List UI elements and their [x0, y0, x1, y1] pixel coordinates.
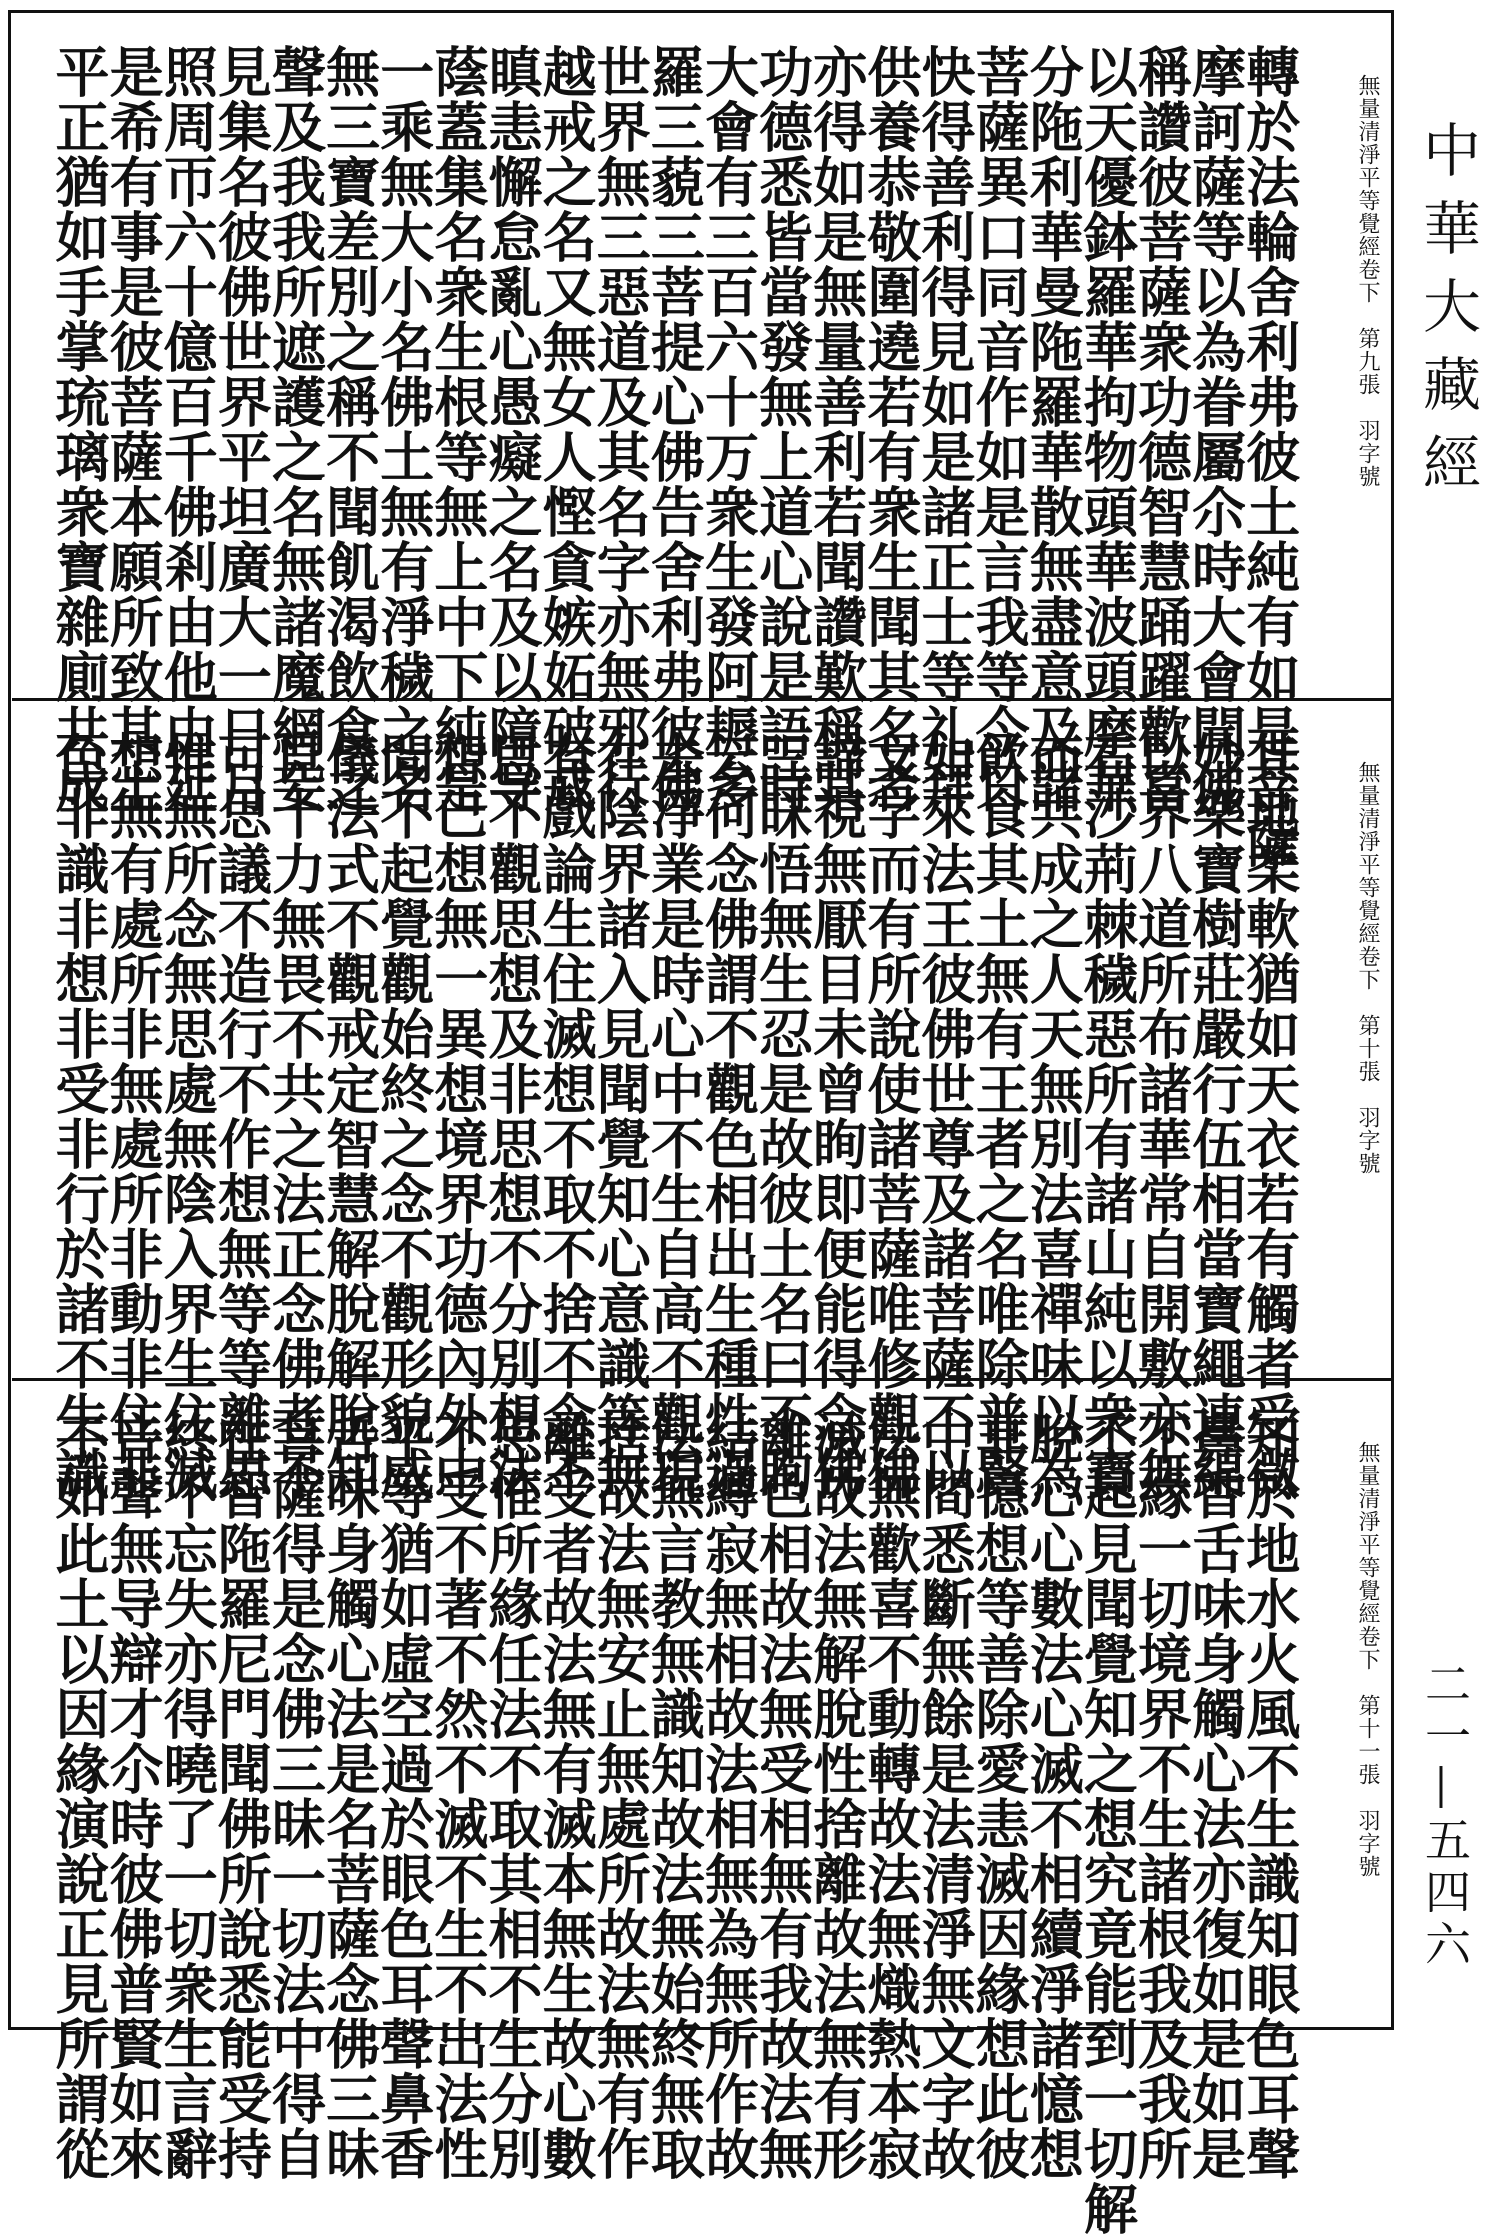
text-column: 惟無所念無思處無陰入界生住滅 — [155, 731, 220, 1501]
text-column: 菩薩得是念佛三昧一切法中得自 — [263, 1411, 328, 2181]
collection-title: 中華大藏經 — [1413, 120, 1481, 510]
panel-marker: 無量清淨平等覺經卷下 第十張 羽字號 — [1355, 761, 1380, 1175]
text-column: 越戒之名又無女人慳貪嫉妬破戒 — [534, 44, 599, 814]
text-column: 諦視無厭目未曾眴即便能得念佛 — [804, 731, 869, 1501]
text-column: 快得善利得見如是諸正士等礼拜 — [913, 44, 977, 814]
text-column: 亦得如是無量善利若聞讚歎稱其 — [804, 44, 869, 814]
text-column: 中間悉斷無餘是法清淨無文字故 — [913, 1411, 977, 2181]
text-column: 轉於法輪舍利弗彼土純有如是菩薩 — [1237, 44, 1302, 869]
text-column: 稱讚彼菩薩衆功德智慧踊躍歡喜 — [1129, 44, 1194, 814]
text-column: 一乘無大小名佛土無有淨穢之名 — [371, 44, 436, 814]
text-column: 法無言教無識知故法無始終無取 — [642, 1411, 707, 2181]
column-group — [47, 44, 1302, 869]
text-column: 蔭蓋集名衆生根等無上中下純是 — [425, 44, 490, 814]
text-panel-2 — [12, 698, 1392, 1501]
text-column: 不起見聞覺知之想究竟能到一切解 — [1075, 1411, 1140, 2236]
text-column: 石沙荊棘穢惡所有諸山純以衆寶 — [1075, 731, 1140, 1501]
text-column: 其地柔軟猶如天衣若有觸者受微 — [1237, 731, 1302, 1501]
text-column: 照周帀六十億百千佛剎由他由延 — [155, 44, 220, 814]
text-column: 是希有事是彼菩薩本願所致其土 — [101, 44, 166, 814]
text-column: 聲及我我所遮護之名無諸魔網妄 — [263, 44, 328, 814]
text-column: 以天優鉢羅華拘物頭華波頭摩華 — [1075, 44, 1140, 814]
text-column: 滅故法無解脫性捨離故法無有形 — [804, 1411, 869, 2181]
column-group — [47, 731, 1302, 1501]
text-column: 儀法式不觀戒定智慧解脫解脫知 — [317, 731, 382, 1501]
text-column: 色非識非想非受非行於諸不生識 — [47, 731, 111, 1501]
text-column: 摩訶薩等以為眷屬尒時大會聞佛 — [1183, 44, 1248, 814]
text-column: 想無有處所非無處所非動非住非 — [101, 731, 166, 1501]
text-column: 脫心心數法心滅不相續淨諸憶想 — [1021, 1411, 1086, 2181]
text-column: 法無歡喜不動轉故法無熾熱本寂 — [858, 1411, 923, 2181]
text-column: 想已想無一異想境界功德內外中 — [425, 731, 490, 1501]
text-column: 非憶想等善除愛恚滅因緣想此彼 — [967, 1411, 1032, 2181]
text-column: 妙樂寶樹莊嚴行伍相當寶繩連綿 — [1183, 731, 1248, 1501]
text-column: 不受不著不然不滅不生不出法性 — [425, 1411, 490, 2181]
text-column: 如來法王彼佛世尊及諸菩薩不以 — [913, 731, 977, 1501]
text-column: 世界無三惡道及其名字亦無邪行 — [588, 44, 653, 814]
text-column: 無三寶差別之稱不聞飢渴飲食之 — [317, 44, 382, 814]
text-column: 思惟所緣任法不取其相不生分別 — [480, 1411, 544, 2181]
text-column: 在陰界諸入見聞覺知心意識等無 — [588, 731, 653, 1501]
text-column: 羅三藐三菩提心佛告舍利弗彼佛 — [642, 44, 707, 814]
text-column: 離受者故法無有滅本無生故心數 — [534, 1411, 599, 2181]
text-column: 在智陁羅尼門聞佛所說悉能受持 — [209, 1411, 274, 2181]
text-column: 捨故法無安止無處所故法無有作 — [588, 1411, 653, 2181]
text-column: 思不觀思想及非思想不分別想法 — [480, 731, 544, 1501]
text-column: 見十力無畏不共之法正念佛者不 — [263, 731, 328, 1501]
text-column: 供養恭敬圍遶若有衆生聞其名者 — [858, 44, 923, 814]
text-column: 知於地水火風不生識知眼色耳聲 — [1237, 1411, 1302, 2181]
text-column: 去淨業是時心中不生自高不觀現 — [642, 731, 707, 1501]
text-column: 可思議不造行不作想無等等離思 — [209, 731, 274, 1501]
text-panel-1 — [12, 14, 1392, 869]
text-column: 瞋恚懈怠亂心愚癡之名及以障导 — [480, 44, 544, 814]
text-column: 飲食其土無有王者之名唯除普賢 — [967, 731, 1032, 1501]
text-column: 不緣一切境界不生諸根我及我所 — [1129, 1411, 1194, 2181]
panel-marker: 無量清淨平等覺經卷下 第十一張 羽字號 — [1355, 1441, 1380, 1878]
column-group — [47, 1411, 1302, 2236]
text-column: 大會有三百六十万衆生發阿耨多 — [696, 44, 761, 814]
text-column: 鼻香舌味身觸心法亦復如是如是 — [1183, 1411, 1248, 2181]
text-column: 不如此土以因緣演說正見所謂從 — [47, 1411, 111, 2181]
text-column: 終不忘失亦得曉了一切衆生言辭 — [155, 1411, 220, 2181]
panel-marker: 無量清淨平等覺經卷下 第九張 羽字號 — [1355, 74, 1380, 488]
text-column: 舌味身觸心法是名菩薩念佛三昧 — [317, 1411, 382, 2181]
text-column: 見集名彼佛世界平坦廣大一日月 — [209, 44, 274, 814]
text-column: 有戲論生住滅想不取不捨不念不 — [534, 731, 599, 1501]
text-column: 音聲無导辯才尒時彼佛普賢如來 — [101, 1411, 166, 2181]
text-column: 結縛寂無相故法相無為無所作故 — [696, 1411, 761, 2181]
text-column: 平正猶如手掌琉璃衆寶雜廁共成 — [47, 44, 111, 814]
text-column: 文字而有所說使諸菩薩唯修觀佛 — [858, 731, 923, 1501]
text-column: 分陁利華曼陁羅華散無盡意及諸 — [1021, 44, 1086, 814]
text-column: 云何念佛謂不觀色相出生種性過 — [696, 731, 761, 1501]
text-column: 菩薩異口同音作如是言我等今日 — [967, 44, 1032, 814]
text-column: 以界八道所布諸華常自開敷亦無 — [1129, 731, 1194, 1501]
text-column: 離色相故法無受相無有我故法無 — [750, 1411, 815, 2181]
text-panel-3 — [12, 1378, 1392, 2236]
text-column: 功德悉皆當發無上道心說是語時 — [750, 44, 815, 814]
text-column: 間不起覺觀始終之念不觀形貌威 — [371, 731, 436, 1501]
page-number: 二一—五四六 — [1418, 1660, 1472, 1972]
text-column: 而共成之人天無別法喜禪味以為 — [1021, 731, 1086, 1501]
text-column: 三昧悟無生忍是故彼土名曰不眴 — [750, 731, 815, 1501]
text-column: 平等猶如虛空過於眼色耳聲鼻香 — [371, 1411, 436, 2181]
